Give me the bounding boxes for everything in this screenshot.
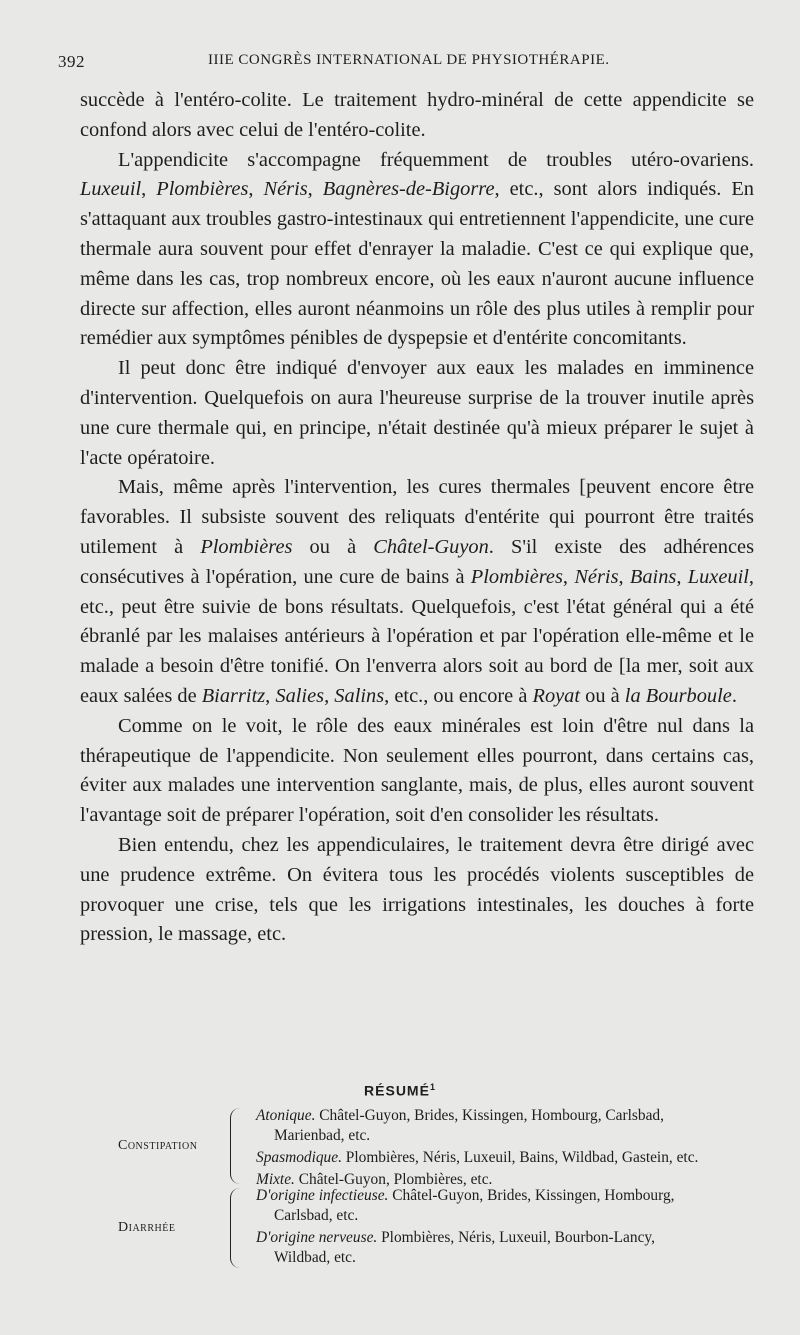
resume-entry: Atonique. Châtel-Guyon, Brides, Kissingen, Hombourg, Carlsbad, Marienbad, etc. [256,1107,664,1144]
spa-name: Bagnères-de-Bigorre [322,178,495,201]
resume-entry: Spasmodique. Plombières, Néris, Luxeuil, Bains, Wildbad, Gastein, etc. [256,1149,699,1166]
paragraph-1: succède à l'entéro-colite. Le traitement hydro-minéral de cette appendicite se confond alors avec celui de l'entéro-colite. [80,89,754,141]
resume-category: Diarrhée [118,1220,176,1235]
brace-icon [230,1108,245,1184]
resume-entry: Mixte. Châtel-Guyon, Plombières, etc. [256,1171,493,1188]
resume-heading: RÉSUMÉ$^1$ [364,1082,436,1099]
running-title: IIIE CONGRÈS INTERNATIONAL DE PHYSIOTHÉRAPIE. [208,52,610,68]
paragraph-6: Bien entendu, chez les appendiculaires, le traitement devra être dirigé avec une prudence extrême. On évitera tous les procédés violents susceptibles de provoquer une crise, tels que les irrigations intestinales, les douches à forte pression, le massage, etc. [80,833,754,946]
spa-name: Néris [263,178,308,201]
footnote-mark: 1 [429,1082,436,1092]
resume-entry: D'origine nerveuse. Plombières, Néris, Luxeuil, Bourbon-Lancy, Wildbad, etc. [256,1229,655,1266]
resume-group-constipation [118,1106,778,1186]
brace-icon [230,1188,245,1268]
resume-entry: D'origine infectieuse. Châtel-Guyon, Brides, Kissingen, Hombourg, Carlsbad, etc. [256,1187,675,1224]
page-number: 392 [58,52,85,71]
paragraph-3: Il peut donc être indiqué d'envoyer aux eaux les malades en imminence d'intervention. Quelquefois on aura l'heureuse surprise de la trouver inutile après une cure thermale qui, en principe, n'était destinée qu'à mieux préparer le sujet à l'acte opératoire. [80,357,754,469]
resume-group-diarrhee [118,1186,778,1270]
spa-name: Plombières [156,178,249,201]
resume-category: Constipation [118,1138,198,1153]
paragraph-5: Comme on le voit, le rôle des eaux minérales est loin d'être nul dans la thérapeutique de l'appendicite. Non seulement elles pourront, dans certains cas, éviter aux malades une intervention sanglante, mais, de plus, elles auront souvent l'avantage soit de préparer l'opération, soit d'en consolider les résultats. [80,714,754,827]
body-text [80,86,754,950]
spa-name: Luxeuil [80,178,142,201]
paragraph-2: L'appendicite s'accompagne fréquemment de troubles utéro-ovariens. Luxeuil, Plombières, Néris, Bagnères-de-Bigorre, etc., sont alors indiqués. En s'attaquant aux troubles gastro-intestinaux qui entretiennent l'appendicite, une cure thermale aura souvent pour effet d'enrayer la maladie. C'est ce qui explique que, même dans les cas, trop nombreux encore, où les eaux n'auront aucune influence directe sur affection, elles auront néanmoins un rôle des plus utiles à remplir pour remédier aux symptômes pénibles de dyspepsie et d'entérite concomitants. [80,148,754,350]
paragraph-4: Mais, même après l'intervention, les cures thermales [peuvent encore être favorables. Il subsiste souvent des reliquats d'entérite qui pourront être traités utilement à Plombières ou à Châtel-Guyon. S'il existe des adhérences consécutives à l'opération, une cure de bains à Plombières, Néris, Bains, Luxeuil, etc., peut être suivie de bons résultats. Quelquefois, c'est l'état général qui a été ébranlé par les malaises antérieurs à l'opération et par l'opération elle-même et le malade a besoin d'être tonifié. On l'enverra alors soit au bord de [la mer, soit aux eaux salées de Biarritz, Salies, Salins, etc., ou encore à Royat ou à la Bourboule. [80,476,755,707]
